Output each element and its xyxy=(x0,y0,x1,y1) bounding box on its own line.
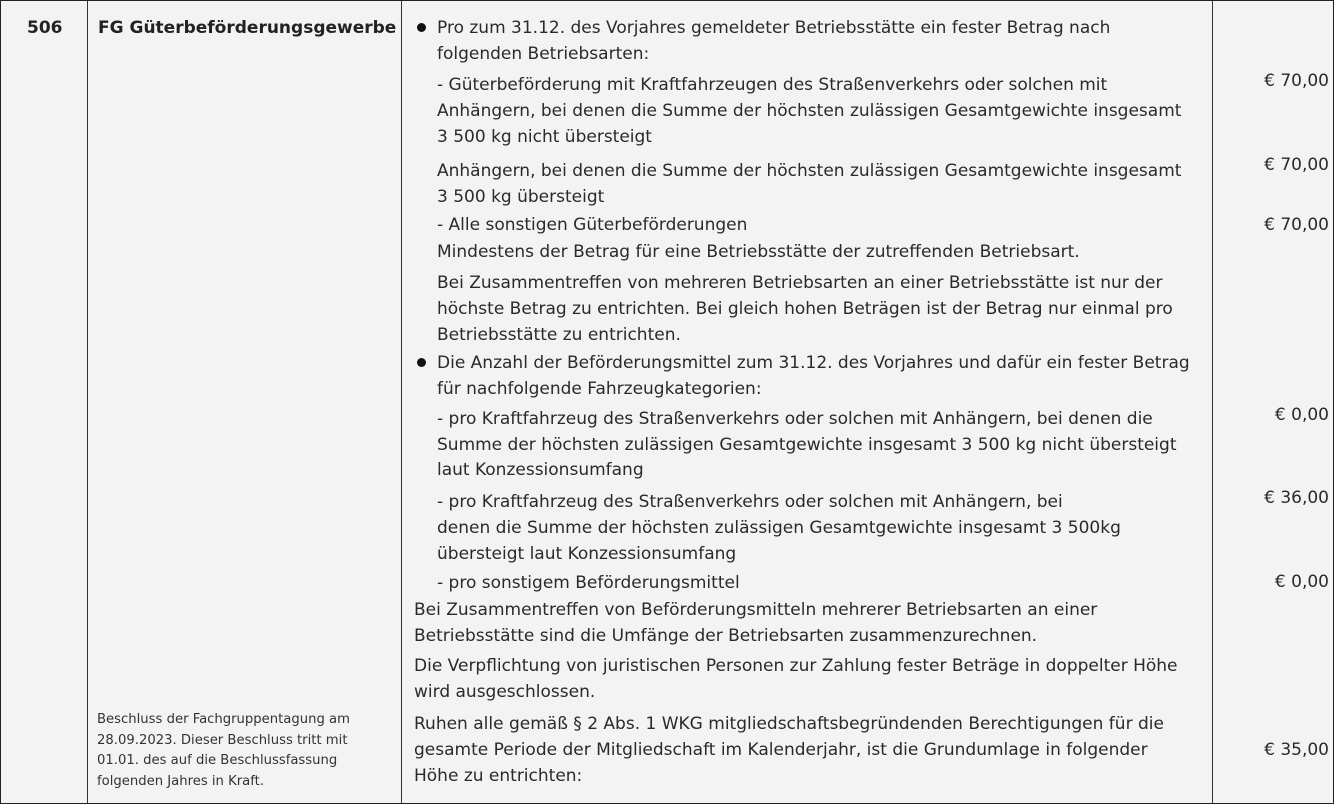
fee-amount: € 70,00 xyxy=(1264,155,1329,175)
description-line: denen die Summe der höchsten zulässigen Gesamtgewichte insgesamt 3 500kg xyxy=(437,518,1121,538)
description-line: Betriebsstätte sind die Umfänge der Betriebsarten zusammenzurechnen. xyxy=(414,626,1038,646)
description-line: folgenden Betriebsarten: xyxy=(437,44,650,64)
description-line: laut Konzessionsumfang xyxy=(437,460,644,480)
description-line: höchste Betrag zu entrichten. Bei gleich hohen Beträgen ist der Betrag nur einmal pro xyxy=(437,299,1173,319)
description-line: Die Anzahl der Beförderungsmittel zum 31.12. des Vorjahres und dafür ein fester Betrag xyxy=(437,353,1190,373)
description-line: - Güterbeförderung mit Kraftfahrzeugen des Straßenverkehrs oder solchen mit xyxy=(437,75,1108,95)
column-divider xyxy=(1212,1,1213,803)
description-line: Ruhen alle gemäß § 2 Abs. 1 WKG mitgliedschaftsbegründenden Berechtigungen für die xyxy=(414,714,1164,734)
description-line: Pro zum 31.12. des Vorjahres gemeldeter Betriebsstätte ein fester Betrag nach xyxy=(437,18,1111,38)
description-line: wird ausgeschlossen. xyxy=(414,682,596,702)
resolution-line: 28.09.2023. Dieser Beschluss tritt mit xyxy=(97,732,348,748)
description-line: Bei Zusammentreffen von Beförderungsmitteln mehrerer Betriebsarten an einer xyxy=(414,600,1098,620)
fee-amount: € 36,00 xyxy=(1264,488,1329,508)
column-divider xyxy=(401,1,402,803)
description-line: gesamte Periode der Mitgliedschaft im Kalenderjahr, ist die Grundumlage in folgender xyxy=(414,740,1148,760)
description-line: für nachfolgende Fahrzeugkategorien: xyxy=(437,379,762,399)
description-line: übersteigt laut Konzessionsumfang xyxy=(437,544,737,564)
description-line: - Alle sonstigen Güterbeförderungen xyxy=(437,215,748,235)
description-line: Die Verpflichtung von juristischen Personen zur Zahlung fester Beträge in doppelter Höhe xyxy=(414,656,1178,676)
resolution-line: Beschluss der Fachgruppentagung am xyxy=(97,712,350,727)
fee-amount: € 0,00 xyxy=(1274,572,1329,592)
description-line: Bei Zusammentreffen von mehreren Betriebsarten an einer Betriebsstätte ist nur der xyxy=(437,273,1163,293)
description-line: 3 500 kg nicht übersteigt xyxy=(437,127,652,147)
description-line: Anhängern, bei denen die Summe der höchsten zulässigen Gesamtgewichte insgesamt xyxy=(437,101,1182,121)
bullet-icon xyxy=(417,23,426,32)
resolution-note xyxy=(97,710,387,792)
description-line: - pro Kraftfahrzeug des Straßenverkehrs oder solchen mit Anhängern, bei denen die xyxy=(437,409,1153,429)
description-line: Summe der höchsten zulässigen Gesamtgewichte insgesamt 3 500 kg nicht übersteigt xyxy=(437,435,1177,455)
description-line: Höhe zu entrichten: xyxy=(414,766,583,786)
description-line: - pro sonstigem Beförderungsmittel xyxy=(437,573,740,593)
fee-amount: € 35,00 xyxy=(1264,740,1329,760)
group-name: FG Güterbeförderungsgewerbe xyxy=(98,18,397,38)
description-line: Betriebsstätte zu entrichten. xyxy=(437,325,681,345)
column-divider xyxy=(87,1,88,803)
row-number: 506 xyxy=(27,18,63,38)
fee-amount: € 70,00 xyxy=(1264,215,1329,235)
description-line: Mindestens der Betrag für eine Betriebsstätte der zutreffenden Betriebsart. xyxy=(437,242,1080,262)
resolution-line: folgenden Jahres in Kraft. xyxy=(97,773,265,789)
description-line: Anhängern, bei denen die Summe der höchsten zulässigen Gesamtgewichte insgesamt xyxy=(437,161,1182,181)
description-line: 3 500 kg übersteigt xyxy=(437,187,605,207)
fee-amount: € 70,00 xyxy=(1264,71,1329,91)
fee-amount: € 0,00 xyxy=(1274,405,1329,425)
resolution-line: 01.01. des auf die Beschlussfassung xyxy=(97,753,338,768)
description-line: - pro Kraftfahrzeug des Straßenverkehrs oder solchen mit Anhängern, bei xyxy=(437,492,1063,512)
bullet-icon xyxy=(417,358,426,367)
